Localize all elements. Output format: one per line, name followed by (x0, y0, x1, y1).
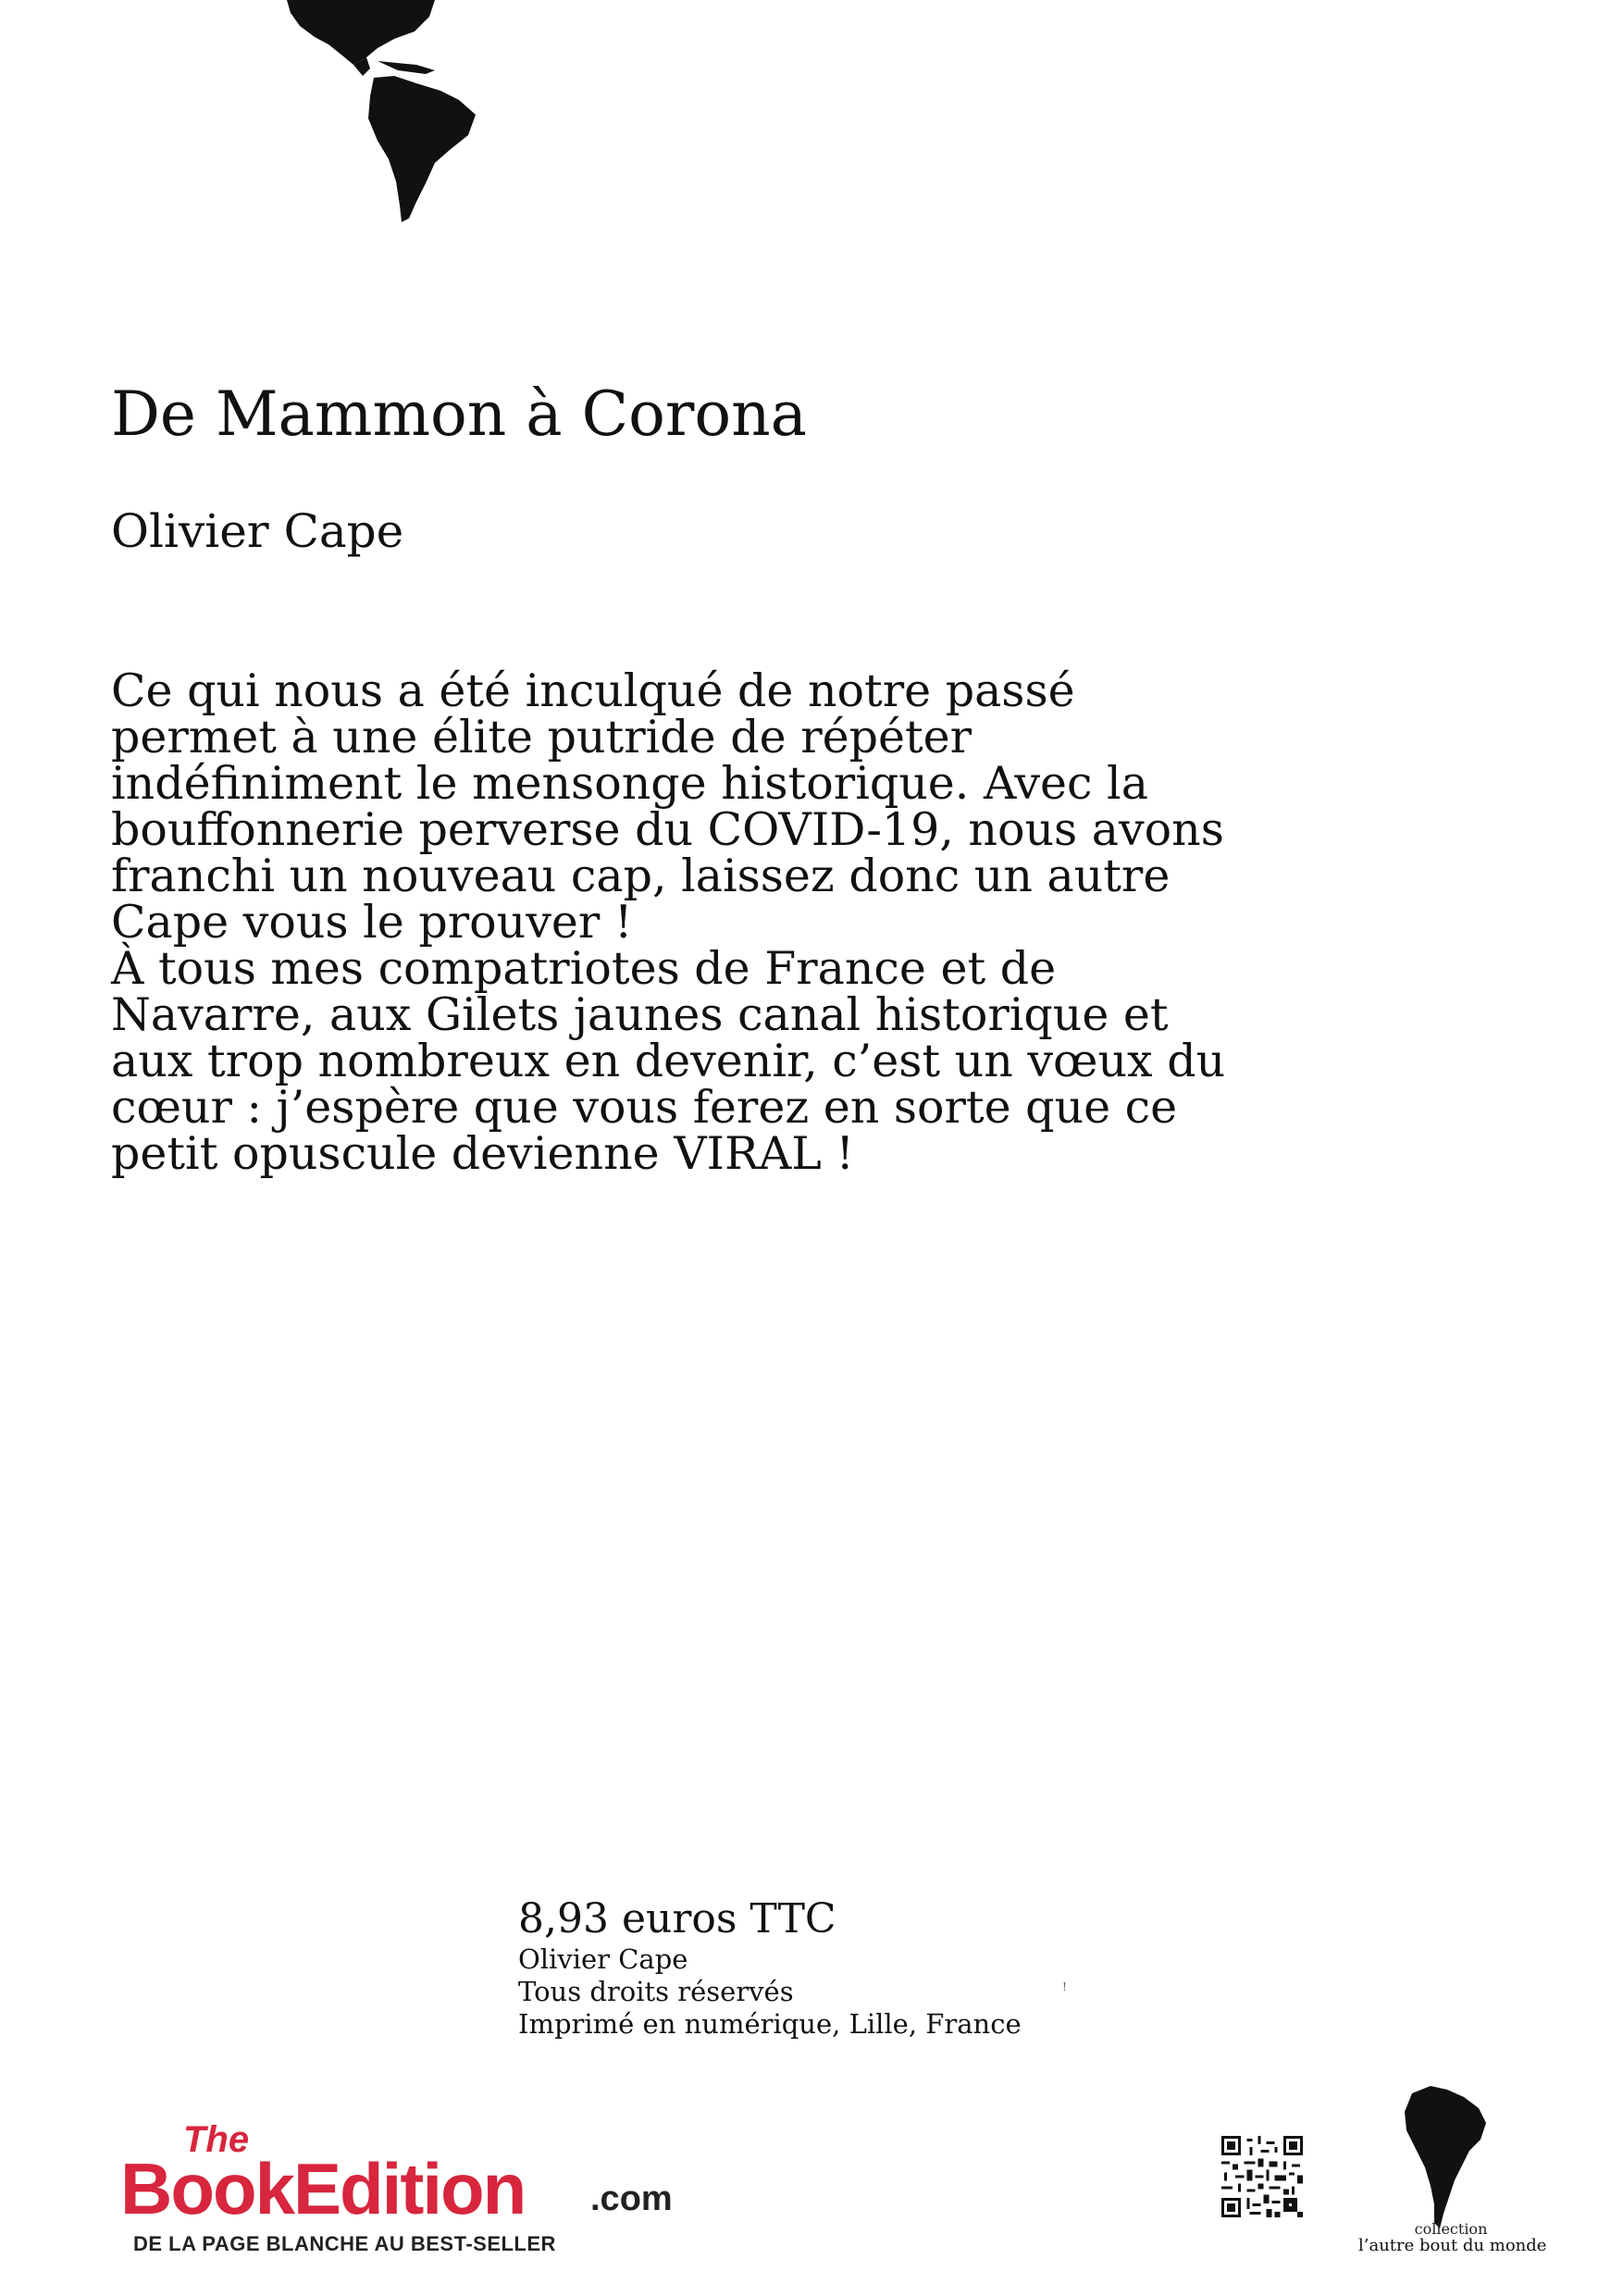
back-cover-blurb (111, 664, 1249, 1180)
imprint-author: Olivier Cape (518, 1943, 688, 1975)
south-america-map-icon (1403, 2084, 1488, 2230)
book-author: Olivier Cape (111, 504, 404, 558)
blurb-paragraph: À tous mes compatriotes de France et de Navarre, aux Gilets jaunes canal historique et aux trop nombreux en devenir, c’est un vœux du cœur : j’espère que vous ferez en sorte que ce petit opuscule devienne VIRAL ! (111, 942, 1226, 1180)
imprint-block (518, 1895, 1022, 2041)
collection-name: l’autre bout du monde (1358, 2236, 1547, 2255)
collection-logo (1358, 2073, 1547, 2258)
blurb-paragraph: Ce qui nous a été inculqué de notre passé permet à une élite putride de répéter indéfiniment le mensonge historique. Avec la bouffonnerie perverse du COVID-19, nous avons franchi un nouveau cap, laissez donc un autre Cape vous le prouver ! (111, 664, 1224, 949)
publisher-logo-dotcom: .com (590, 2179, 673, 2218)
book-title: De Mammon à Corona (111, 379, 807, 450)
americas-map-icon (278, 0, 490, 224)
collection-label: collection (1414, 2220, 1488, 2238)
qr-code-icon (1221, 2136, 1303, 2217)
stray-mark: ! (1062, 1980, 1067, 1993)
publisher-logo (120, 2119, 673, 2267)
rights-notice: Tous droits réservés (518, 1976, 794, 2007)
publisher-tagline: DE LA PAGE BLANCHE AU BEST-SELLER (133, 2232, 556, 2255)
publisher-logo-name: BookEdition (120, 2148, 526, 2229)
publisher-logo-the: The (183, 2119, 250, 2160)
print-location: Imprimé en numérique, Lille, France (518, 2008, 1022, 2040)
price: 8,93 euros TTC (518, 1895, 836, 1942)
